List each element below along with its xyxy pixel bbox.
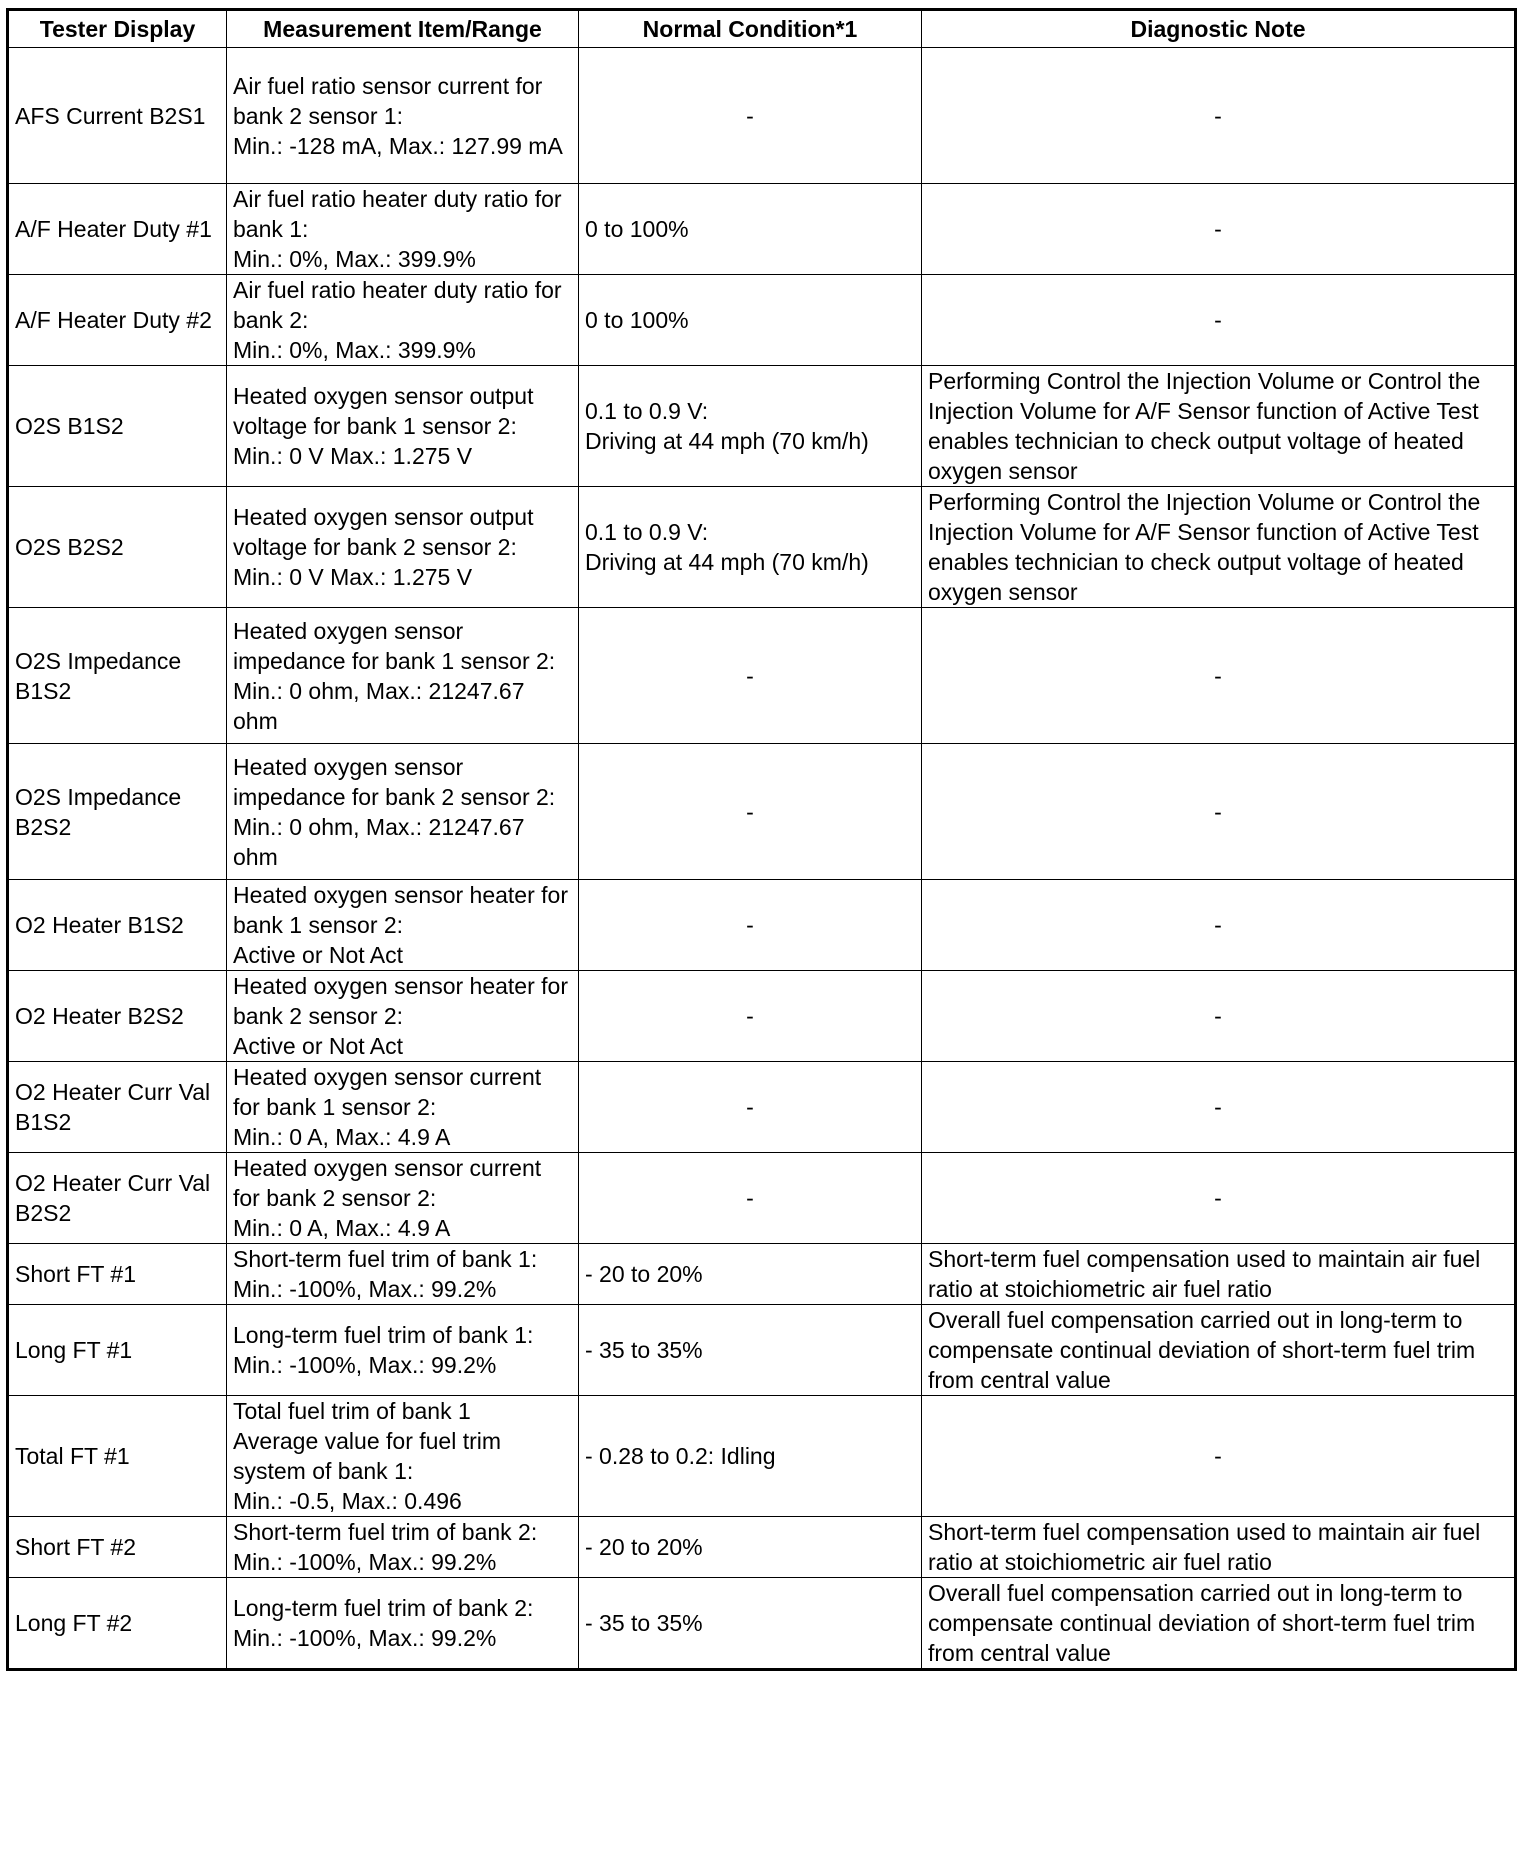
cell-normal-condition: 0 to 100% xyxy=(579,184,922,275)
cell-normal-condition: - 35 to 35% xyxy=(579,1305,922,1396)
cell-measurement-item: Heated oxygen sensor heater for bank 1 sensor 2: Active or Not Act xyxy=(227,880,579,971)
table-row xyxy=(8,1062,1516,1153)
table-row xyxy=(8,1153,1516,1244)
cell-diagnostic-note: Overall fuel compensation carried out in long-term to compensate continual deviation of short-term fuel trim from central value xyxy=(922,1578,1516,1670)
table-row xyxy=(8,487,1516,608)
cell-measurement-item: Total fuel trim of bank 1 Average value for fuel trim system of bank 1: Min.: -0.5, Max.: 0.496 xyxy=(227,1396,579,1517)
cell-tester-display: O2 Heater B1S2 xyxy=(8,880,227,971)
cell-tester-display: Long FT #1 xyxy=(8,1305,227,1396)
table-body xyxy=(8,48,1516,1670)
cell-measurement-item: Heated oxygen sensor impedance for bank 1 sensor 2: Min.: 0 ohm, Max.: 21247.67 ohm xyxy=(227,608,579,744)
cell-tester-display: O2S B2S2 xyxy=(8,487,227,608)
cell-measurement-item: Heated oxygen sensor heater for bank 2 sensor 2: Active or Not Act xyxy=(227,971,579,1062)
cell-measurement-item: Long-term fuel trim of bank 2: Min.: -100%, Max.: 99.2% xyxy=(227,1578,579,1670)
cell-tester-display: O2 Heater Curr Val B2S2 xyxy=(8,1153,227,1244)
cell-tester-display: O2S Impedance B2S2 xyxy=(8,744,227,880)
table-row xyxy=(8,1396,1516,1517)
diagnostic-data-table xyxy=(6,8,1517,1671)
header-row xyxy=(8,10,1516,48)
cell-measurement-item: Heated oxygen sensor current for bank 2 sensor 2: Min.: 0 A, Max.: 4.9 A xyxy=(227,1153,579,1244)
cell-measurement-item: Short-term fuel trim of bank 1: Min.: -100%, Max.: 99.2% xyxy=(227,1244,579,1305)
cell-tester-display: O2 Heater Curr Val B1S2 xyxy=(8,1062,227,1153)
cell-normal-condition: - 0.28 to 0.2: Idling xyxy=(579,1396,922,1517)
cell-diagnostic-note: Performing Control the Injection Volume or Control the Injection Volume for A/F Sensor function of Active Test enables technician to check output voltage of heated oxygen sensor xyxy=(922,487,1516,608)
cell-measurement-item: Heated oxygen sensor current for bank 1 sensor 2: Min.: 0 A, Max.: 4.9 A xyxy=(227,1062,579,1153)
table-row xyxy=(8,1244,1516,1305)
cell-normal-condition: - xyxy=(579,608,922,744)
cell-tester-display: Short FT #1 xyxy=(8,1244,227,1305)
cell-normal-condition: - xyxy=(579,1062,922,1153)
table-row xyxy=(8,1517,1516,1578)
cell-diagnostic-note: - xyxy=(922,1062,1516,1153)
table-row xyxy=(8,184,1516,275)
header-measurement-item: Measurement Item/Range xyxy=(227,10,579,48)
cell-normal-condition: - xyxy=(579,48,922,184)
cell-diagnostic-note: - xyxy=(922,608,1516,744)
cell-measurement-item: Short-term fuel trim of bank 2: Min.: -100%, Max.: 99.2% xyxy=(227,1517,579,1578)
cell-normal-condition: - xyxy=(579,971,922,1062)
table-row xyxy=(8,880,1516,971)
table-row xyxy=(8,1578,1516,1670)
cell-diagnostic-note: - xyxy=(922,1153,1516,1244)
cell-diagnostic-note: Short-term fuel compensation used to maintain air fuel ratio at stoichiometric air fuel ratio xyxy=(922,1244,1516,1305)
cell-diagnostic-note: - xyxy=(922,1396,1516,1517)
cell-normal-condition: - xyxy=(579,880,922,971)
cell-diagnostic-note: - xyxy=(922,48,1516,184)
cell-tester-display: Total FT #1 xyxy=(8,1396,227,1517)
cell-diagnostic-note: Overall fuel compensation carried out in long-term to compensate continual deviation of short-term fuel trim from central value xyxy=(922,1305,1516,1396)
cell-tester-display: O2S Impedance B1S2 xyxy=(8,608,227,744)
cell-measurement-item: Long-term fuel trim of bank 1: Min.: -100%, Max.: 99.2% xyxy=(227,1305,579,1396)
cell-tester-display: AFS Current B2S1 xyxy=(8,48,227,184)
cell-diagnostic-note: - xyxy=(922,275,1516,366)
cell-normal-condition: - xyxy=(579,1153,922,1244)
cell-measurement-item: Air fuel ratio sensor current for bank 2 sensor 1: Min.: -128 mA, Max.: 127.99 mA xyxy=(227,48,579,184)
cell-normal-condition: - 35 to 35% xyxy=(579,1578,922,1670)
cell-tester-display: O2 Heater B2S2 xyxy=(8,971,227,1062)
cell-tester-display: A/F Heater Duty #2 xyxy=(8,275,227,366)
table-row xyxy=(8,971,1516,1062)
table-row xyxy=(8,366,1516,487)
cell-diagnostic-note: - xyxy=(922,880,1516,971)
cell-diagnostic-note: - xyxy=(922,744,1516,880)
header-normal-condition: Normal Condition*1 xyxy=(579,10,922,48)
header-tester-display: Tester Display xyxy=(8,10,227,48)
table-row xyxy=(8,608,1516,744)
cell-measurement-item: Heated oxygen sensor output voltage for bank 2 sensor 2: Min.: 0 V Max.: 1.275 V xyxy=(227,487,579,608)
table-row xyxy=(8,275,1516,366)
cell-measurement-item: Heated oxygen sensor impedance for bank 2 sensor 2: Min.: 0 ohm, Max.: 21247.67 ohm xyxy=(227,744,579,880)
cell-diagnostic-note: - xyxy=(922,184,1516,275)
cell-diagnostic-note: Short-term fuel compensation used to maintain air fuel ratio at stoichiometric air fuel ratio xyxy=(922,1517,1516,1578)
cell-diagnostic-note: Performing Control the Injection Volume or Control the Injection Volume for A/F Sensor function of Active Test enables technician to check output voltage of heated oxygen sensor xyxy=(922,366,1516,487)
cell-tester-display: A/F Heater Duty #1 xyxy=(8,184,227,275)
cell-normal-condition: 0.1 to 0.9 V: Driving at 44 mph (70 km/h) xyxy=(579,366,922,487)
table-row xyxy=(8,744,1516,880)
cell-measurement-item: Air fuel ratio heater duty ratio for bank 1: Min.: 0%, Max.: 399.9% xyxy=(227,184,579,275)
table-row xyxy=(8,48,1516,184)
cell-measurement-item: Heated oxygen sensor output voltage for bank 1 sensor 2: Min.: 0 V Max.: 1.275 V xyxy=(227,366,579,487)
table-header xyxy=(8,10,1516,48)
cell-normal-condition: - 20 to 20% xyxy=(579,1244,922,1305)
cell-normal-condition: - 20 to 20% xyxy=(579,1517,922,1578)
cell-normal-condition: 0.1 to 0.9 V: Driving at 44 mph (70 km/h) xyxy=(579,487,922,608)
header-diagnostic-note: Diagnostic Note xyxy=(922,10,1516,48)
cell-normal-condition: 0 to 100% xyxy=(579,275,922,366)
table-row xyxy=(8,1305,1516,1396)
cell-tester-display: Short FT #2 xyxy=(8,1517,227,1578)
cell-normal-condition: - xyxy=(579,744,922,880)
cell-tester-display: Long FT #2 xyxy=(8,1578,227,1670)
cell-measurement-item: Air fuel ratio heater duty ratio for bank 2: Min.: 0%, Max.: 399.9% xyxy=(227,275,579,366)
cell-tester-display: O2S B1S2 xyxy=(8,366,227,487)
cell-diagnostic-note: - xyxy=(922,971,1516,1062)
